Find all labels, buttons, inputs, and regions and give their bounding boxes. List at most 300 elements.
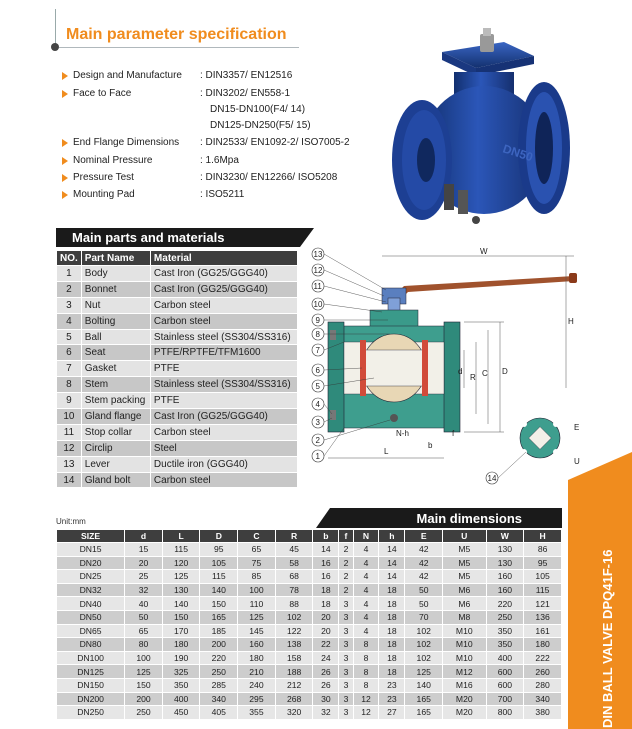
cell-h: 380	[524, 706, 562, 720]
cell-l: 190	[162, 651, 200, 665]
table-row	[57, 472, 298, 488]
cell-d: 40	[125, 597, 163, 611]
cell-w: 130	[486, 556, 524, 570]
cell-b: 14	[313, 543, 339, 557]
callout-2: 2	[315, 436, 320, 445]
cell-r: 212	[275, 678, 313, 692]
cell-b: 20	[313, 610, 339, 624]
cell-w: 220	[486, 597, 524, 611]
cell-u: M10	[443, 624, 486, 638]
cell-b: 20	[313, 624, 339, 638]
cell-f: 2	[339, 543, 353, 557]
spec-value: : ISO5211	[200, 189, 245, 200]
dim-label-E: E	[574, 423, 580, 432]
cell-c: 180	[238, 651, 276, 665]
cell-h: 14	[379, 570, 405, 584]
cell-l: 325	[162, 665, 200, 679]
cell-d: 25	[125, 570, 163, 584]
cell-h: 27	[379, 706, 405, 720]
cell-h: 14	[379, 543, 405, 557]
cell-f: 3	[339, 597, 353, 611]
valve-photo	[384, 20, 574, 230]
cell-size: DN15	[57, 543, 125, 557]
cell-d: 32	[125, 583, 163, 597]
cell-u: M20	[443, 692, 486, 706]
cell-f: 3	[339, 624, 353, 638]
cell-c: 145	[238, 624, 276, 638]
cell-size: DN250	[57, 706, 125, 720]
cell-n: 4	[353, 624, 379, 638]
spec-label: Face to Face	[73, 88, 132, 99]
table-header-row	[57, 530, 562, 543]
cell-l: 120	[162, 556, 200, 570]
cell-f: 3	[339, 638, 353, 652]
cell-n: 8	[353, 651, 379, 665]
part-material: Ductile iron (GGG40)	[150, 456, 297, 472]
cell-h: 86	[524, 543, 562, 557]
cell-r: 138	[275, 638, 313, 652]
cell-n: 8	[353, 678, 379, 692]
cell-size: DN32	[57, 583, 125, 597]
cell-n: 4	[353, 610, 379, 624]
col-header-c: C	[238, 530, 276, 543]
cell-d: 340	[200, 692, 238, 706]
part-name: Bonnet	[81, 281, 150, 297]
cell-e: 165	[405, 692, 443, 706]
cell-d: 185	[200, 624, 238, 638]
cell-h: 18	[379, 651, 405, 665]
callout-9: 9	[315, 316, 320, 325]
table-row	[57, 597, 562, 611]
cell-c: 100	[238, 583, 276, 597]
callout-4: 4	[315, 400, 320, 409]
cell-h: 136	[524, 610, 562, 624]
cell-e: 42	[405, 556, 443, 570]
callout-7: 7	[315, 346, 320, 355]
table-row	[57, 638, 562, 652]
part-no: 2	[57, 281, 82, 297]
side-label: DIN BALL VALVE DPQ41F-16	[600, 549, 615, 728]
cell-b: 16	[313, 570, 339, 584]
cell-e: 165	[405, 706, 443, 720]
spec-label: Nominal Pressure	[73, 155, 153, 166]
header-line	[55, 9, 56, 47]
cell-d: 150	[125, 678, 163, 692]
unit-label: Unit:mm	[56, 517, 86, 526]
part-no: 4	[57, 313, 82, 329]
cell-b: 22	[313, 638, 339, 652]
cell-d: 250	[125, 706, 163, 720]
dim-label-U: U	[574, 457, 580, 466]
cell-n: 8	[353, 665, 379, 679]
col-header-d: d	[125, 530, 163, 543]
cell-u: M10	[443, 638, 486, 652]
part-no: 11	[57, 424, 82, 440]
cell-n: 12	[353, 692, 379, 706]
part-material: Steel	[150, 440, 297, 456]
cell-l: 450	[162, 706, 200, 720]
cell-h: 121	[524, 597, 562, 611]
cell-d: 105	[200, 556, 238, 570]
valve-diagram	[304, 238, 594, 488]
part-material: Carbon steel	[150, 424, 297, 440]
page-title: Main parameter specification	[66, 26, 287, 43]
cell-d: 140	[200, 583, 238, 597]
cell-d: 65	[125, 624, 163, 638]
bullet-icon	[62, 90, 68, 98]
table-row	[57, 266, 298, 282]
parts-title-bar	[56, 228, 300, 247]
table-row	[57, 692, 562, 706]
table-row	[57, 706, 562, 720]
cell-h: 105	[524, 570, 562, 584]
cell-h: 340	[524, 692, 562, 706]
spec-value: : DIN3230/ EN12266/ ISO5208	[200, 172, 338, 183]
cell-size: DN200	[57, 692, 125, 706]
col-header-part-name: Part Name	[81, 251, 150, 266]
spec-label: Pressure Test	[73, 172, 134, 183]
spec-label: Mounting Pad	[73, 189, 135, 200]
table-row	[57, 543, 562, 557]
cell-r: 268	[275, 692, 313, 706]
cell-h: 222	[524, 651, 562, 665]
col-header-no: NO.	[57, 251, 82, 266]
cell-r: 88	[275, 597, 313, 611]
cell-f: 2	[339, 556, 353, 570]
cell-l: 125	[162, 570, 200, 584]
cell-e: 70	[405, 610, 443, 624]
table-row	[57, 665, 562, 679]
col-header-material: Material	[150, 251, 297, 266]
spec-value: : DIN3357/ EN12516	[200, 70, 293, 81]
cell-b: 16	[313, 556, 339, 570]
cell-f: 3	[339, 610, 353, 624]
cell-u: M5	[443, 570, 486, 584]
cell-r: 102	[275, 610, 313, 624]
spec-value: : 1.6Mpa	[200, 155, 239, 166]
dim-label-R: R	[470, 373, 476, 382]
cell-w: 700	[486, 692, 524, 706]
cell-r: 78	[275, 583, 313, 597]
col-header-h: H	[524, 530, 562, 543]
cell-u: M20	[443, 706, 486, 720]
cell-l: 115	[162, 543, 200, 557]
parts-body	[57, 266, 298, 488]
side-band-corner	[568, 452, 632, 480]
cell-h: 260	[524, 665, 562, 679]
table-row	[57, 361, 298, 377]
bullet-icon	[62, 157, 68, 165]
cell-c: 295	[238, 692, 276, 706]
callout-11: 11	[313, 282, 322, 291]
cell-e: 42	[405, 570, 443, 584]
cell-r: 58	[275, 556, 313, 570]
cell-u: M6	[443, 597, 486, 611]
part-no: 13	[57, 456, 82, 472]
cell-u: M8	[443, 610, 486, 624]
cell-f: 2	[339, 570, 353, 584]
cell-h: 180	[524, 638, 562, 652]
cell-size: DN100	[57, 651, 125, 665]
cell-u: M6	[443, 583, 486, 597]
part-material: PTFE	[150, 393, 297, 409]
callout-6: 6	[315, 366, 320, 375]
cell-b: 32	[313, 706, 339, 720]
cell-w: 400	[486, 651, 524, 665]
table-row	[57, 297, 298, 313]
table-row	[57, 377, 298, 393]
table-row	[57, 393, 298, 409]
cell-c: 210	[238, 665, 276, 679]
cell-d: 250	[200, 665, 238, 679]
part-no: 14	[57, 472, 82, 488]
cell-w: 160	[486, 583, 524, 597]
cell-w: 130	[486, 543, 524, 557]
cell-w: 350	[486, 624, 524, 638]
cell-e: 50	[405, 597, 443, 611]
cell-w: 600	[486, 665, 524, 679]
spec-value: : DIN2533/ EN1092-2/ ISO7005-2	[200, 137, 350, 148]
dim-label-H: H	[568, 317, 574, 326]
part-name: Stem packing	[81, 393, 150, 409]
bullet-icon	[62, 72, 68, 80]
table-row	[57, 583, 562, 597]
cell-size: DN25	[57, 570, 125, 584]
bullet-icon	[62, 139, 68, 147]
table-row	[57, 424, 298, 440]
part-no: 10	[57, 409, 82, 425]
part-name: Gasket	[81, 361, 150, 377]
part-material: Cast Iron (GG25/GGG40)	[150, 266, 297, 282]
dims-title-bar	[330, 508, 562, 528]
cell-d: 100	[125, 651, 163, 665]
cell-n: 4	[353, 583, 379, 597]
part-name: Gland bolt	[81, 472, 150, 488]
cell-n: 4	[353, 597, 379, 611]
part-material: Cast Iron (GG25/GGG40)	[150, 409, 297, 425]
cell-h: 161	[524, 624, 562, 638]
col-header-size: SIZE	[57, 530, 125, 543]
callout-12: 12	[313, 266, 323, 275]
part-name: Gland flange	[81, 409, 150, 425]
cell-h: 23	[379, 692, 405, 706]
cell-c: 160	[238, 638, 276, 652]
cell-size: DN65	[57, 624, 125, 638]
table-row	[57, 456, 298, 472]
cell-r: 68	[275, 570, 313, 584]
dim-label-d: d	[458, 367, 463, 376]
cell-e: 140	[405, 678, 443, 692]
cell-d: 125	[125, 665, 163, 679]
cell-w: 250	[486, 610, 524, 624]
cell-d: 115	[200, 570, 238, 584]
cell-w: 600	[486, 678, 524, 692]
cell-h: 115	[524, 583, 562, 597]
table-header-row	[57, 251, 298, 266]
cell-l: 130	[162, 583, 200, 597]
cell-l: 400	[162, 692, 200, 706]
table-row	[57, 570, 562, 584]
part-name: Lever	[81, 456, 150, 472]
table-row	[57, 281, 298, 297]
dim-label-W: W	[480, 247, 488, 256]
col-header-r: R	[275, 530, 313, 543]
cell-r: 320	[275, 706, 313, 720]
cell-size: DN125	[57, 665, 125, 679]
cell-e: 42	[405, 543, 443, 557]
part-material: Stainless steel (SS304/SS316)	[150, 377, 297, 393]
cell-d: 150	[200, 597, 238, 611]
cell-e: 102	[405, 624, 443, 638]
part-no: 12	[57, 440, 82, 456]
table-row	[57, 624, 562, 638]
spec-label: End Flange Dimensions	[73, 137, 180, 148]
cell-f: 3	[339, 692, 353, 706]
cell-d: 80	[125, 638, 163, 652]
col-header-b: b	[313, 530, 339, 543]
cell-e: 125	[405, 665, 443, 679]
part-material: PTFE	[150, 361, 297, 377]
cell-d: 220	[200, 651, 238, 665]
col-header-h: h	[379, 530, 405, 543]
cell-h: 95	[524, 556, 562, 570]
parts-title: Main parts and materials	[72, 230, 225, 245]
cell-f: 3	[339, 665, 353, 679]
cell-size: DN150	[57, 678, 125, 692]
cell-n: 4	[353, 570, 379, 584]
cell-h: 23	[379, 678, 405, 692]
dims-title: Main dimensions	[416, 511, 522, 526]
part-material: Cast Iron (GG25/GGG40)	[150, 281, 297, 297]
cell-c: 240	[238, 678, 276, 692]
part-no: 3	[57, 297, 82, 313]
cell-n: 8	[353, 638, 379, 652]
cell-size: DN20	[57, 556, 125, 570]
cell-d: 200	[125, 692, 163, 706]
parts-table	[56, 250, 298, 488]
cell-c: 355	[238, 706, 276, 720]
part-no: 8	[57, 377, 82, 393]
table-row	[57, 610, 562, 624]
cell-r: 122	[275, 624, 313, 638]
title-slant	[316, 508, 330, 528]
bullet-icon	[62, 191, 68, 199]
callout-13: 13	[313, 250, 323, 259]
cell-c: 85	[238, 570, 276, 584]
part-no: 1	[57, 266, 82, 282]
part-material: Carbon steel	[150, 297, 297, 313]
part-name: Stem	[81, 377, 150, 393]
cell-d: 405	[200, 706, 238, 720]
body-marking: DN50	[501, 141, 535, 165]
col-header-n: N	[353, 530, 379, 543]
cell-h: 18	[379, 583, 405, 597]
table-row	[57, 651, 562, 665]
spec-value: DN15-DN100(F4/ 14)	[210, 104, 306, 115]
part-name: Stop collar	[81, 424, 150, 440]
dim-label-b: b	[428, 441, 433, 450]
cell-l: 180	[162, 638, 200, 652]
dim-label-f: f	[452, 429, 455, 438]
part-no: 6	[57, 345, 82, 361]
cell-w: 160	[486, 570, 524, 584]
cell-n: 12	[353, 706, 379, 720]
cell-u: M5	[443, 556, 486, 570]
col-header-w: W	[486, 530, 524, 543]
col-header-d: D	[200, 530, 238, 543]
callout-1: 1	[315, 452, 320, 461]
cell-b: 30	[313, 692, 339, 706]
cell-d: 50	[125, 610, 163, 624]
cell-c: 110	[238, 597, 276, 611]
cell-u: M16	[443, 678, 486, 692]
cell-size: DN50	[57, 610, 125, 624]
header-dot	[51, 43, 59, 51]
table-row	[57, 556, 562, 570]
cell-b: 18	[313, 583, 339, 597]
cell-size: DN40	[57, 597, 125, 611]
dim-label-D: D	[502, 367, 508, 376]
cell-d: 285	[200, 678, 238, 692]
table-row	[57, 409, 298, 425]
dim-label-L: L	[384, 447, 389, 456]
part-name: Bolting	[81, 313, 150, 329]
part-name: Circlip	[81, 440, 150, 456]
part-no: 9	[57, 393, 82, 409]
part-name: Seat	[81, 345, 150, 361]
cell-h: 280	[524, 678, 562, 692]
cell-h: 18	[379, 610, 405, 624]
cell-d: 15	[125, 543, 163, 557]
callout-8: 8	[315, 330, 320, 339]
callout-14: 14	[487, 474, 497, 483]
cell-w: 350	[486, 638, 524, 652]
cell-b: 26	[313, 678, 339, 692]
cell-b: 24	[313, 651, 339, 665]
table-row	[57, 678, 562, 692]
cell-c: 65	[238, 543, 276, 557]
cell-u: M10	[443, 651, 486, 665]
spec-label: Design and Manufacture	[73, 70, 182, 81]
col-header-l: L	[162, 530, 200, 543]
cell-f: 3	[339, 706, 353, 720]
callout-10: 10	[313, 300, 323, 309]
cell-size: DN80	[57, 638, 125, 652]
bullet-icon	[62, 174, 68, 182]
cell-c: 75	[238, 556, 276, 570]
col-header-e: E	[405, 530, 443, 543]
cell-u: M12	[443, 665, 486, 679]
part-material: PTFE/RPTFE/TFM1600	[150, 345, 297, 361]
dims-body	[57, 543, 562, 720]
cell-r: 188	[275, 665, 313, 679]
spec-value: DN125-DN250(F5/ 15)	[210, 120, 311, 131]
cell-e: 102	[405, 638, 443, 652]
cell-h: 14	[379, 556, 405, 570]
cell-h: 18	[379, 597, 405, 611]
table-row	[57, 345, 298, 361]
part-name: Body	[81, 266, 150, 282]
dim-label-N-h: N-h	[396, 429, 409, 438]
part-material: Carbon steel	[150, 472, 297, 488]
cell-r: 158	[275, 651, 313, 665]
part-name: Nut	[81, 297, 150, 313]
part-no: 5	[57, 329, 82, 345]
cell-h: 18	[379, 638, 405, 652]
dims-table	[56, 529, 562, 720]
part-material: Stainless steel (SS304/SS316)	[150, 329, 297, 345]
table-row	[57, 329, 298, 345]
